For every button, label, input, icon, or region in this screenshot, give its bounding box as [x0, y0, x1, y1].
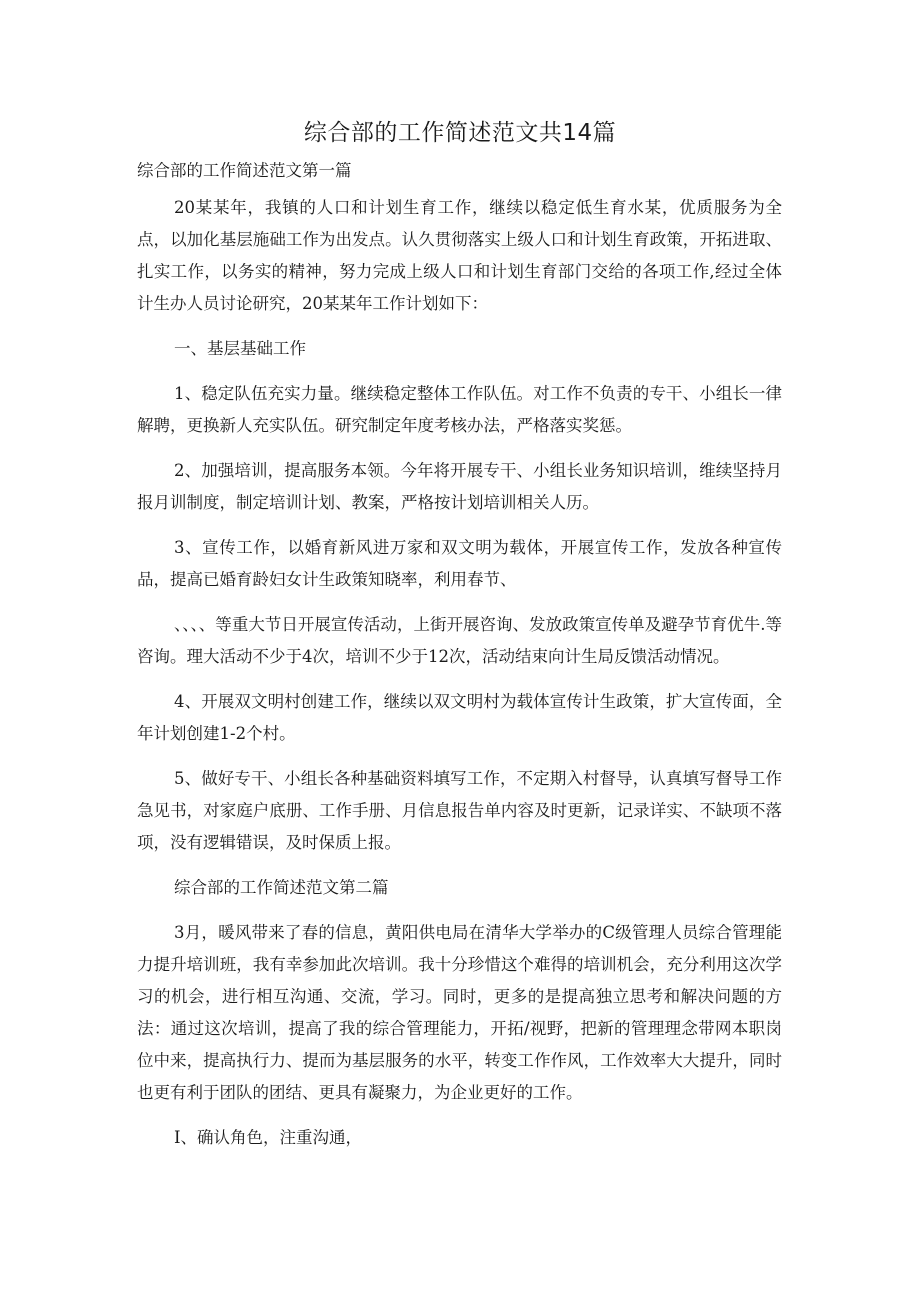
document-title: 综合部的工作简述范文共14篇 — [303, 120, 617, 146]
paragraph: 2、加强培训，提高服务本领。今年将开展专干、小组长业务知识培训，维续坚持月报月训制度，制定培训计划、教案，严格按计划培训相关人历。 — [137, 461, 782, 512]
paragraph: 、、、、等重大节日开展宣传活动，上街开展咨询、发放政策宣传单及避孕节育优牛.等咨询。理大活动不少于4次，培训不少于12次，活动结束向计生局反馈活动情况。 — [137, 615, 782, 666]
document-body — [137, 158, 782, 1167]
paragraph: 20某某年，我镇的人口和计划生育工作，继续以稳定低生育水某，优质服务为全点，以加化基层施础工作为出发点。认久贯彻落实上级人口和计划生育政策，开拓进取、扎实工作，以务实的精神，努力完成上级人口和计划生育部门交给的各项工作,经过全体计生办人员讨论研究，20某某年工作计划如下： — [137, 198, 782, 313]
paragraph: 1、稳定队伍充实力量。继续稳定整体工作队伍。对工作不负责的专干、小组长一律解聘，更换新人充实队伍。研究制定年度考核办法，严格落实奖惩。 — [137, 384, 782, 435]
paragraph: 5、做好专干、小组长各种基础资料填写工作，不定期入村督导，认真填写督导工作急见书，对家庭户底册、工作手册、月信息报告单内容及时更新，记录详实、不缺项不落项，没有逻辑错误，及时保质上报。 — [137, 769, 782, 852]
section-heading: 综合部的工作简述范文第一篇 — [137, 161, 352, 180]
subheading: 一、基层基础工作 — [174, 339, 306, 358]
paragraph: 4、开展双文明村创建工作，继续以双文明村为载体宣传计生政策，扩大宣传面，全年计划创建1-2个村。 — [137, 692, 782, 743]
section-heading: 综合部的工作简述范文第二篇 — [174, 878, 389, 897]
paragraph: 3月，暖风带来了春的信息，黄阳供电局在清华大学举办的C级管理人员综合管理能力提升培训班，我有幸参加此次培训。我十分珍惜这个难得的培训机会，充分利用这次学习的机会，进行相互沟通、交流，学习。同时，更多的是提高独立思考和解决问题的方法：通过这次培训，提高了我的综合管理能力，开拓/视野，把新的管理理念带网本职岗位中来，提高执行力、提而为基层服务的水平，转变工作作风，工作效率大大提升，同时也更有利于团队的团结、更具有凝聚力，为企业更好的工作。 — [137, 923, 782, 1102]
subheading: I、确认角色，注重沟通， — [174, 1128, 363, 1147]
paragraph: 3、宣传工作，以婚育新风进万家和双文明为载体，开展宣传工作，发放各种宣传品，提高已婚育龄妇女计生政策知晓率，利用春节、 — [137, 538, 782, 589]
